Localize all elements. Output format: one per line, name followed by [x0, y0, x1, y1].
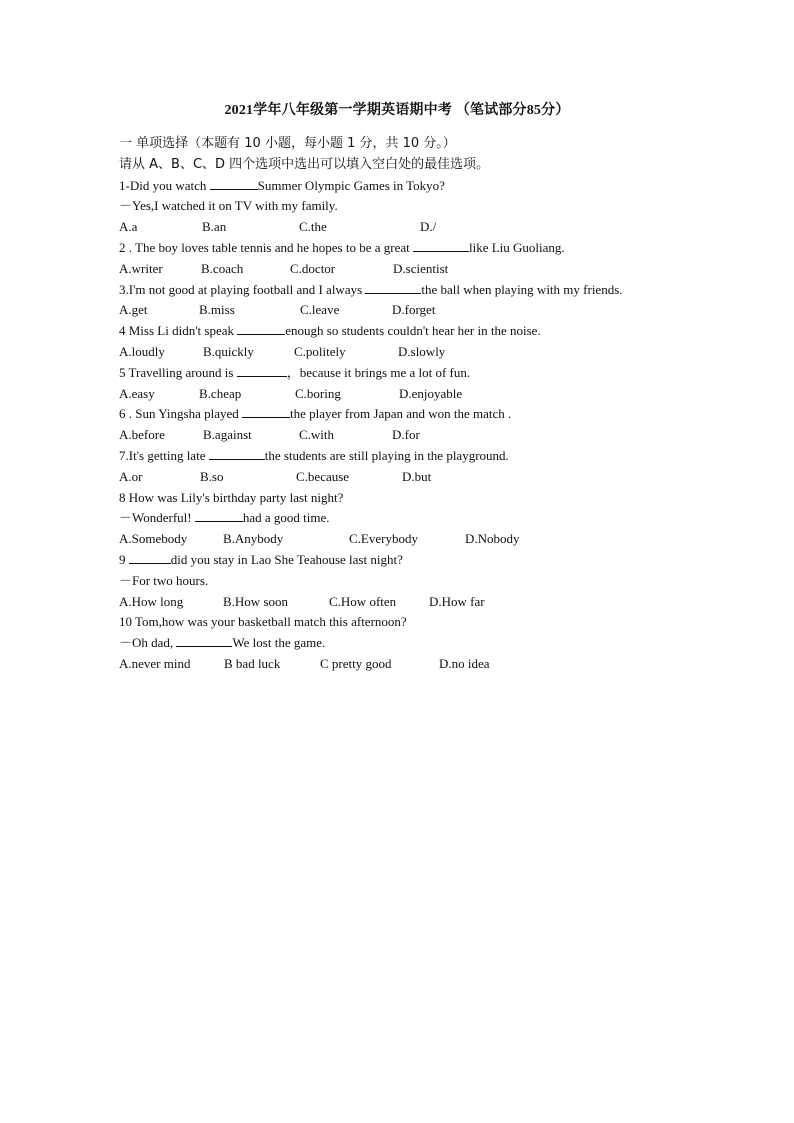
option-row [119, 259, 699, 280]
stem-text: 2 . The boy loves table tennis and he hopes to be a great [119, 239, 413, 255]
option-d: D.but [402, 468, 432, 484]
option-d: D.forget [392, 302, 436, 318]
option-d: D.for [392, 427, 420, 443]
option-row [119, 425, 699, 446]
option-row [119, 654, 699, 675]
option-c: C.doctor [290, 260, 336, 276]
answer-blank [242, 404, 290, 418]
option-a: A.easy [119, 385, 155, 401]
dialogue-reply: －For two hours. [119, 572, 209, 588]
stem-text: the students are still playing in the playground. [264, 447, 509, 463]
option-a: A.loudly [119, 343, 165, 359]
option-row [119, 342, 699, 363]
stem-text: ，because it brings me a lot of fun. [286, 364, 471, 380]
option-b: B.against [203, 427, 252, 443]
stem-text: like Liu Guoliang. [469, 239, 565, 255]
option-b: B.coach [201, 260, 244, 276]
option-a: A.before [119, 427, 165, 443]
answer-blank [365, 280, 421, 294]
reply-text: －Oh dad, [119, 635, 177, 651]
section-heading: 一 单项选择（本题有 10 小题，每小题 1 分，共 10 分。） [119, 136, 456, 151]
option-row [119, 217, 699, 238]
option-c: C.leave [300, 302, 340, 318]
answer-blank [209, 446, 265, 460]
question-stem [119, 404, 699, 425]
question-stem [119, 446, 699, 467]
stem-text: 9 [119, 551, 129, 567]
option-c: C.Everybody [349, 531, 418, 547]
stem-text: the player from Japan and won the match . [290, 406, 512, 422]
answer-blank [237, 363, 287, 377]
option-c: C.politely [294, 343, 346, 359]
option-d: D.How far [429, 593, 485, 609]
page-title: 2021学年八年级第一学期英语期中考 （笔试部分85分） [224, 103, 570, 118]
option-d: D.slowly [398, 343, 446, 359]
stem-text: 1-Did you watch [119, 177, 210, 193]
answer-blank [210, 176, 258, 190]
question-stem [119, 280, 699, 301]
option-a: A.a [119, 219, 138, 235]
reply-text: had a good time. [242, 510, 330, 526]
option-a: A.or [119, 468, 143, 484]
option-d: D./ [420, 219, 437, 235]
option-c: C.with [299, 427, 335, 443]
option-b: B.so [200, 468, 224, 484]
question-stem [119, 176, 699, 197]
option-a: A.Somebody [119, 531, 188, 547]
option-c: C.because [296, 468, 350, 484]
option-b: B.quickly [203, 343, 254, 359]
question-stem: 10 Tom,how was your basketball match this afternoon? [119, 614, 407, 630]
question-stem [119, 550, 699, 571]
answer-blank [129, 550, 171, 564]
option-row [119, 384, 699, 405]
stem-text: enough so students couldn't hear her in the noise. [285, 323, 541, 339]
reply-text: We lost the game. [232, 635, 326, 651]
option-c: C.the [299, 219, 327, 235]
option-c: C.boring [295, 385, 341, 401]
dialogue-reply [119, 633, 699, 654]
dialogue-reply: －Yes,I watched it on TV with my family. [119, 198, 338, 214]
option-d: D.scientist [393, 260, 449, 276]
option-a: A.writer [119, 260, 163, 276]
stem-text: 3.I'm not good at playing football and I always [119, 281, 366, 297]
question-stem [119, 363, 699, 384]
stem-text: the ball when playing with my friends. [421, 281, 623, 297]
question-stem: 8 How was Lily's birthday party last night? [119, 489, 344, 505]
stem-text: 5 Travelling around is [119, 364, 237, 380]
option-row [119, 529, 699, 550]
option-a: A.get [119, 302, 148, 318]
answer-blank [413, 238, 469, 252]
stem-text: did you stay in Lao She Teahouse last night? [170, 551, 403, 567]
answer-blank [195, 508, 243, 522]
answer-blank [237, 321, 285, 335]
answer-blank [176, 633, 232, 647]
question-section [119, 134, 699, 675]
option-row [119, 467, 699, 488]
option-b: B.cheap [199, 385, 242, 401]
stem-text: 6 . Sun Yingsha played [119, 406, 243, 422]
dialogue-reply [119, 508, 699, 529]
option-d: D.Nobody [465, 531, 520, 547]
stem-text: 4 Miss Li didn't speak [119, 323, 238, 339]
stem-text: 7.It's getting late [119, 447, 209, 463]
option-a: A.never mind [119, 655, 191, 671]
option-b: B bad luck [224, 655, 281, 671]
option-row [119, 592, 699, 613]
option-row [119, 300, 699, 321]
option-d: D.no idea [439, 655, 490, 671]
option-b: B.miss [199, 302, 235, 318]
option-b: B.How soon [223, 593, 289, 609]
option-c: C.How often [329, 593, 397, 609]
option-c: C pretty good [320, 655, 392, 671]
option-a: A.How long [119, 593, 184, 609]
stem-text: Summer Olympic Games in Tokyo? [257, 177, 445, 193]
section-instruction: 请从 A、B、C、D 四个选项中选出可以填入空白处的最佳选项。 [119, 156, 490, 172]
option-d: D.enjoyable [399, 385, 463, 401]
option-b: B.Anybody [223, 531, 284, 547]
option-b: B.an [202, 219, 227, 235]
reply-text: －Wonderful! [119, 510, 195, 526]
question-stem [119, 238, 699, 259]
question-stem [119, 321, 699, 342]
